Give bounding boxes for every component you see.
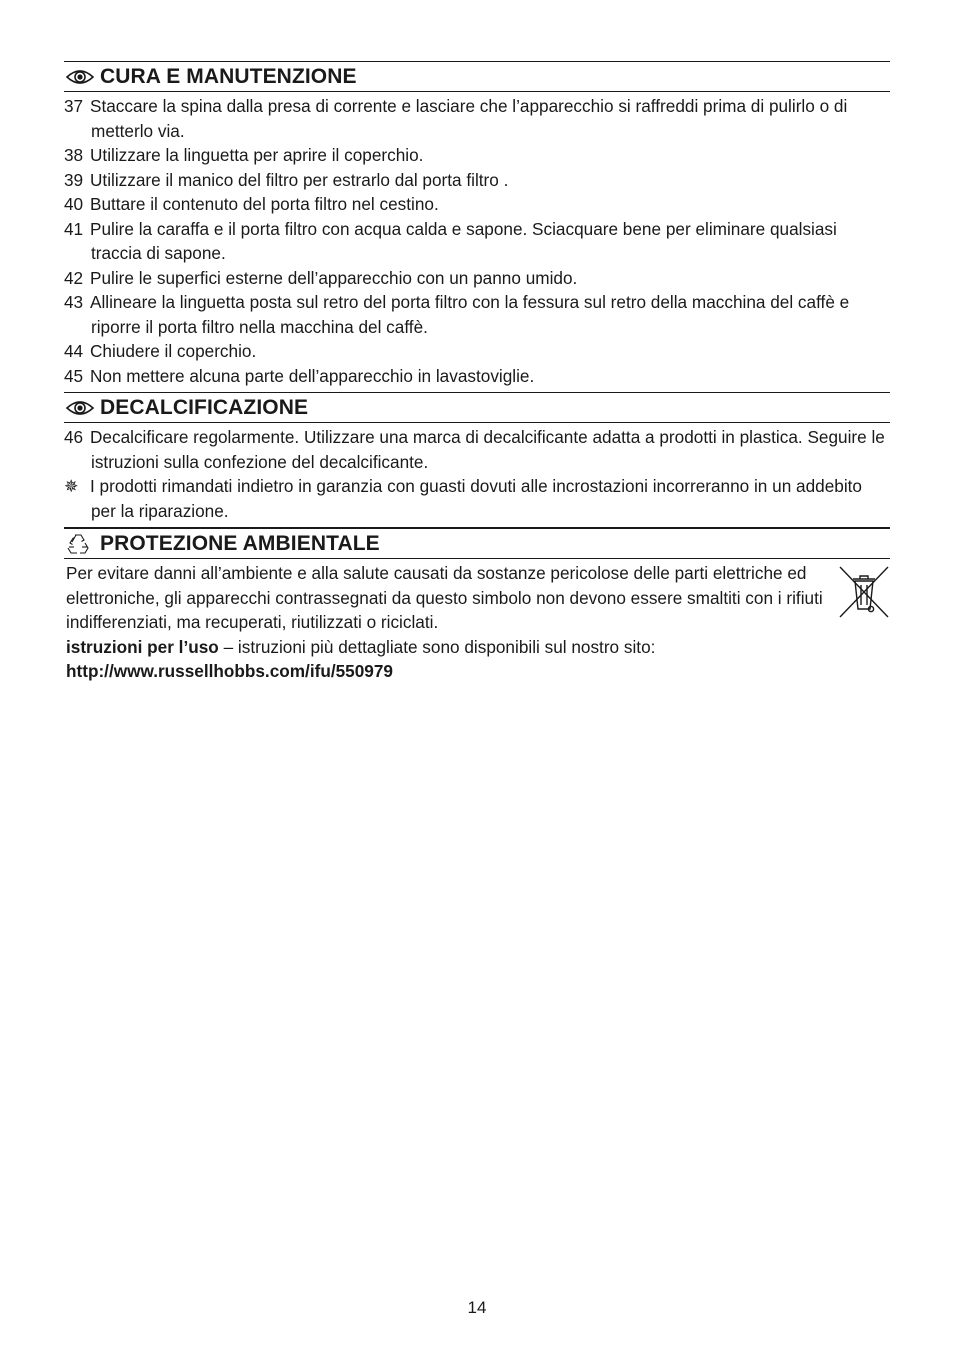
recycle-icon bbox=[64, 533, 100, 555]
page-content bbox=[64, 61, 890, 684]
warning-star-icon: ✵ bbox=[64, 476, 79, 496]
list-item: 43 Allineare la linguetta posta sul retro del porta filtro con la fessura sul retro della macchina del caffè e riporre il porta filtro nella macchina del caffè. bbox=[64, 292, 850, 337]
crossed-bin-icon bbox=[838, 565, 890, 619]
list-item: 40 Buttare il contenuto del porta filtro nel cestino. bbox=[64, 194, 439, 214]
section-header-protezione bbox=[64, 527, 890, 559]
list-item: ✵ I prodotti rimandati indietro in garanzia con guasti dovuti alle incrostazioni incorreranno in un addebito per la riparazione. bbox=[64, 476, 862, 521]
list-item: 46 Decalcificare regolarmente. Utilizzare una marca di decalcificante adatta a prodotti in plastica. Seguire le istruzioni sulla confezione del decalcificante. bbox=[64, 427, 885, 472]
list-item: 42 Pulire le superfici esterne dell’apparecchio con un panno umido. bbox=[64, 267, 578, 288]
section-title: CURA E MANUTENZIONE bbox=[100, 64, 357, 88]
environment-paragraph: Per evitare danni all’ambiente e alla salute causati da sostanze pericolose delle parti elettriche ed elettroniche, gli apparecchi contrassegnati da questo simbolo non devono essere smaltiti con i rifiuti indifferenziati, ma recuperati, riutilizzati o riciclati. bbox=[66, 563, 823, 632]
descaling-list bbox=[64, 423, 890, 527]
eye-icon bbox=[64, 397, 100, 419]
ifu-label: istruzioni per l’uso bbox=[66, 636, 219, 657]
list-item: 45 Non mettere alcuna parte dell’apparecchio in lavastoviglie. bbox=[64, 365, 535, 386]
ifu-url-link[interactable]: http://www.russellhobbs.com/ifu/550979 bbox=[66, 661, 393, 681]
environment-block bbox=[64, 559, 890, 684]
section-title: DECALCIFICAZIONE bbox=[100, 395, 309, 419]
ifu-line bbox=[64, 635, 826, 660]
page-number: 14 bbox=[467, 1298, 487, 1317]
list-item: 39 Utilizzare il manico del filtro per estrarlo dal porta filtro . bbox=[64, 169, 509, 190]
list-item: 38 Utilizzare la linguetta per aprire il coperchio. bbox=[64, 145, 424, 165]
section-title: PROTEZIONE AMBIENTALE bbox=[100, 531, 380, 555]
care-list bbox=[64, 92, 890, 392]
list-item: 44 Chiudere il coperchio. bbox=[64, 341, 257, 361]
ifu-text: – istruzioni più dettagliate sono disponibili sul nostro sito: bbox=[218, 636, 656, 657]
list-item: 37 Staccare la spina dalla presa di corrente e lasciare che l’apparecchio si raffreddi prima di pulirlo o di metterlo via. bbox=[64, 96, 848, 141]
section-header-cura bbox=[64, 61, 890, 92]
list-item: 41 Pulire la caraffa e il porta filtro con acqua calda e sapone. Sciacquare bene per eliminare qualsiasi traccia di sapone. bbox=[64, 218, 837, 263]
eye-icon bbox=[64, 66, 100, 88]
section-header-decalcificazione bbox=[64, 392, 890, 423]
